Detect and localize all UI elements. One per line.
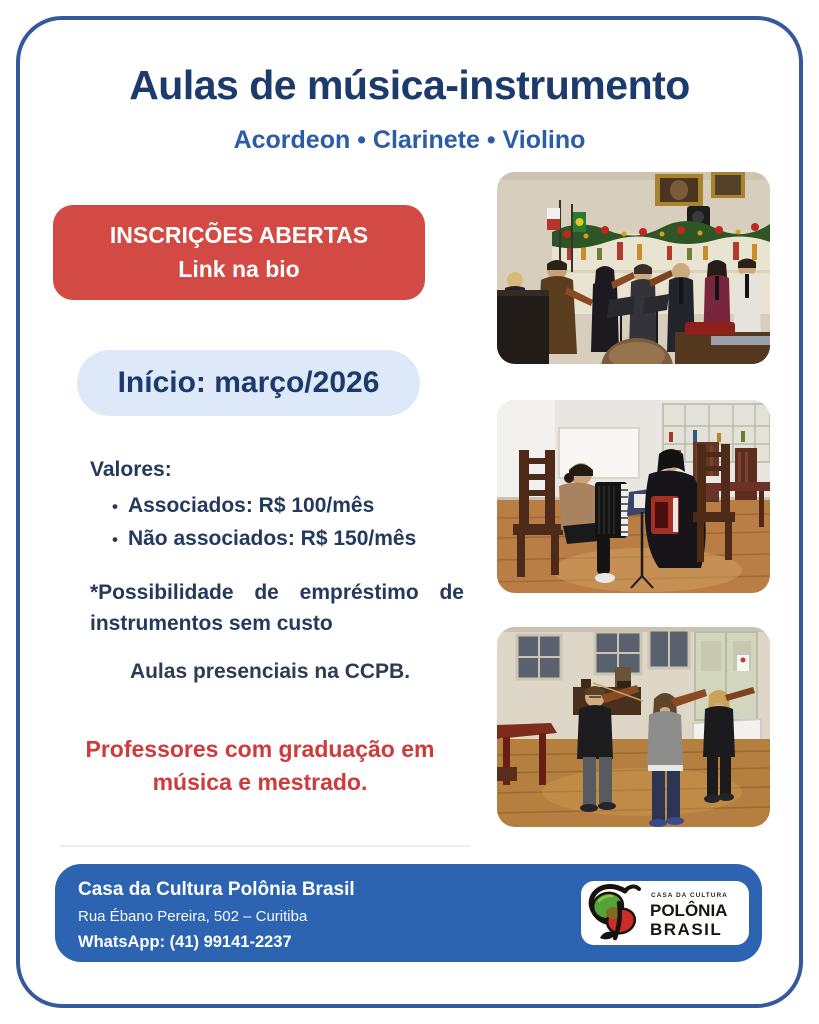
footer-org-name: Casa da Cultura Polônia Brasil — [78, 879, 355, 900]
pricing-list — [90, 494, 464, 551]
pricing-item-members — [112, 494, 464, 518]
pricing-item-nonmembers-text: Não associados: R$ 150/mês — [127, 527, 417, 550]
enrollment-open-badge[interactable] — [53, 205, 425, 300]
polonia-brasil-logo-icon — [581, 881, 749, 945]
pricing-item-members-text: Associados: R$ 100/mês — [127, 494, 375, 517]
bullet-icon: • — [112, 530, 118, 549]
photo-violin-practice — [497, 627, 770, 827]
logo-name-line1: POLÔNIA — [650, 901, 728, 920]
accordion-photo-illustration — [497, 400, 770, 593]
instrument-loan-note: *Possibilidade de empréstimo de instrumentos sem custo — [90, 581, 464, 636]
footer-address: Rua Ébano Pereira, 502 – Curitiba — [78, 908, 308, 925]
violin-photo-illustration — [497, 627, 770, 827]
page-title: Aulas de música-instrumento — [129, 62, 690, 108]
start-date-text: Início: março/2026 — [117, 366, 380, 399]
org-logo — [581, 881, 749, 945]
pricing-item-nonmembers — [112, 527, 464, 551]
ensemble-photo-illustration — [497, 172, 770, 364]
pricing-heading: Valores: — [90, 458, 172, 481]
photo-ensemble-performance — [497, 172, 770, 364]
footer-divider — [60, 845, 470, 847]
logo-tagline: CASA DA CULTURA — [651, 892, 728, 899]
logo-name-line2: BRASIL — [650, 920, 723, 939]
instruments-subtitle: Acordeon • Clarinete • Violino — [233, 126, 586, 154]
footer-whatsapp: WhatsApp: (41) 99141-2237 — [78, 933, 292, 951]
bullet-icon: • — [112, 497, 118, 516]
enrollment-link-line: Link na bio — [178, 256, 300, 282]
enrollment-line1: INSCRIÇÕES ABERTAS — [109, 222, 369, 248]
teachers-note: Professores com graduação em música e mestrado. — [85, 736, 435, 796]
in-person-note: Aulas presenciais na CCPB. — [129, 660, 411, 683]
photo-accordion-lesson — [497, 400, 770, 593]
pricing-section — [90, 458, 464, 639]
start-date-badge — [77, 350, 420, 416]
footer-bar — [55, 864, 762, 962]
